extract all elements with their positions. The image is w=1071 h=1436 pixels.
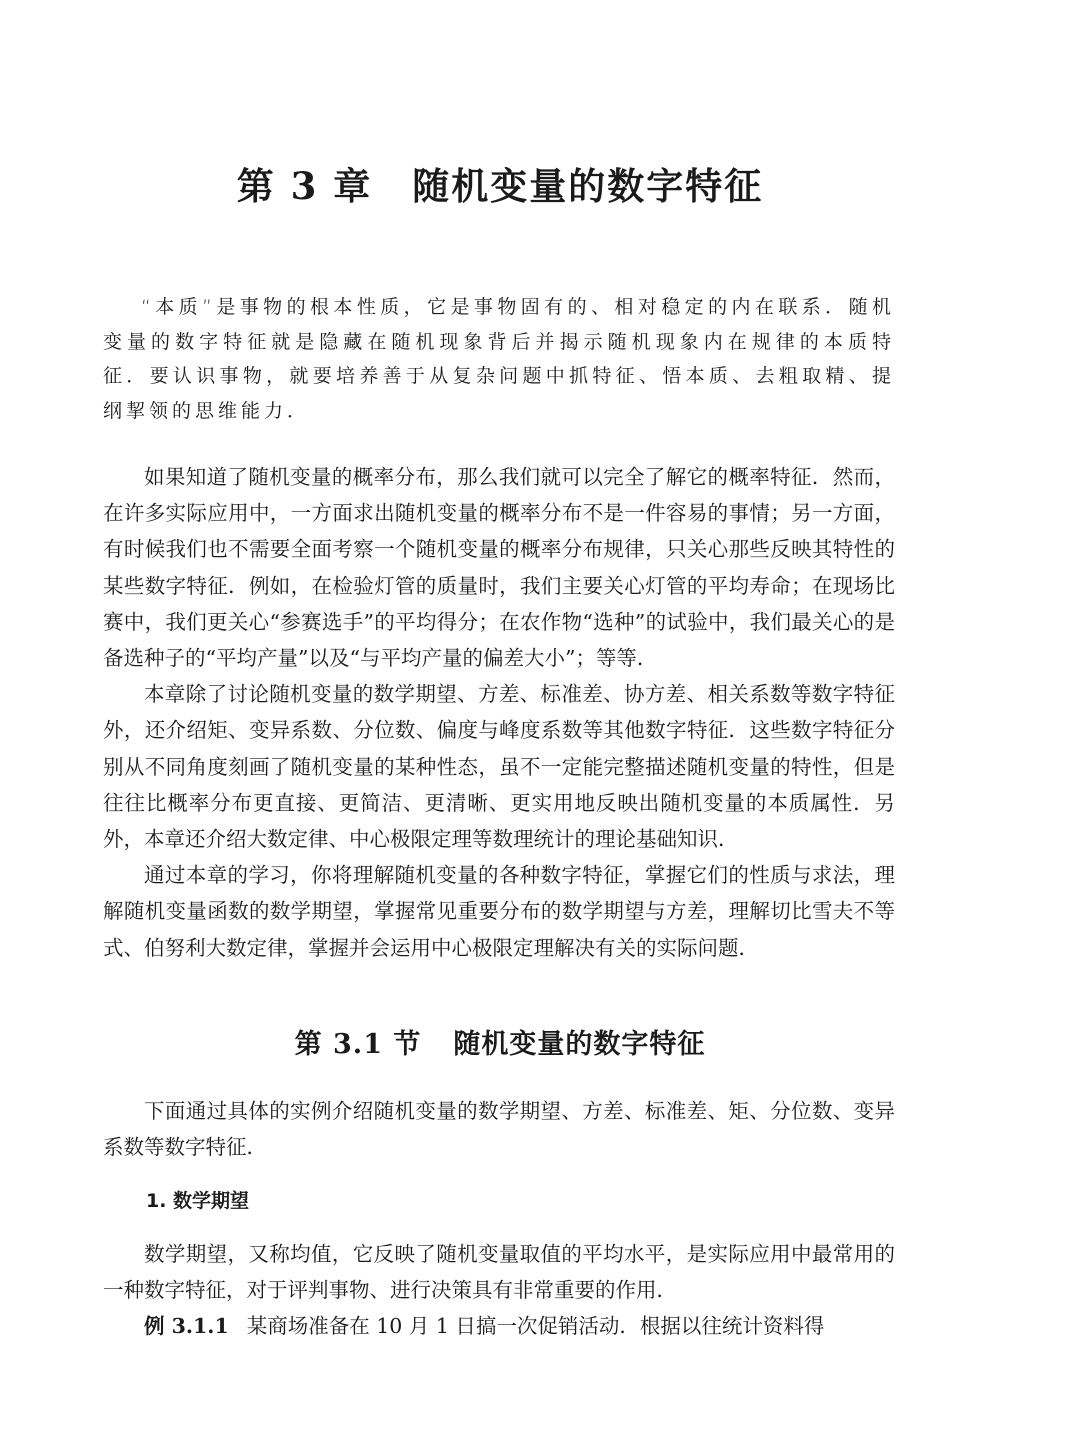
example-label: 例 3.1.1 — [144, 1314, 229, 1338]
chapter-introduction — [103, 459, 895, 966]
example-line — [103, 1308, 895, 1344]
section-intro — [103, 1093, 895, 1165]
subsection-heading: 1. 数学期望 — [146, 1190, 250, 1212]
paragraph: 通过本章的学习，你将理解随机变量的各种数字特征，掌握它们的性质与求法，理解随机变量函数的数学期望，掌握常见重要分布的数学期望与方差，理解切比雪夫不等式、伯努利大数定律，掌握并会运用中心极限定理解决有关的实际问题． — [103, 863, 895, 960]
paragraph: 如果知道了随机变量的概率分布，那么我们就可以完全了解它的概率特征．然而，在许多实际应用中，一方面求出随机变量的概率分布不是一件容易的事情；另一方面，有时候我们也不需要全面考察一个随机变量的概率分布规律，只关心那些反映其特性的某些数字特征．例如，在检验灯管的质量时，我们主要关心灯管的平均寿命；在现场比赛中，我们更关心“参赛选手”的平均得分；在农作物“选种”的试验中，我们最关心的是备选种子的“平均产量”以及“与平均产量的偏差大小”；等等． — [103, 465, 895, 671]
paragraph: 数学期望，又称均值，它反映了随机变量取值的平均水平，是实际应用中最常用的一种数字特征，对于评判事物、进行决策具有非常重要的作用． — [103, 1242, 895, 1303]
section-title-text: 随机变量的数字特征 — [453, 1029, 706, 1060]
example-text: 某商场准备在 10 月 1 日搞一次促销活动．根据以往统计资料得 — [246, 1314, 825, 1338]
chapter-intro-quote: “本质”是事物的根本性质，它是事物固有的、相对稳定的内在联系．随机变量的数字特征就是隐藏在随机现象背后并揭示随机现象内在规律的本质特征．要认识事物，就要培养善于从复杂问题中抓特征、悟本质、去粗取精、提纲挈领的思维能力． — [103, 296, 895, 422]
paragraph: 下面通过具体的实例介绍随机变量的数学期望、方差、标准差、矩、分位数、变异系数等数字特征． — [103, 1099, 895, 1160]
section-title — [0, 1022, 1000, 1061]
chapter-title — [0, 156, 1000, 210]
subsection-text — [103, 1236, 895, 1308]
chapter-number: 第 3 章 — [236, 164, 373, 208]
section-number: 第 3.1 节 — [294, 1029, 422, 1060]
chapter-title-text: 随机变量的数字特征 — [412, 164, 764, 208]
paragraph: 本章除了讨论随机变量的数学期望、方差、标准差、协方差、相关系数等数字特征外，还介绍矩、变异系数、分位数、偏度与峰度系数等其他数字特征．这些数字特征分别从不同角度刻画了随机变量的某种性态，虽不一定能完整描述随机变量的特性，但是往往比概率分布更直接、更简洁、更清晰、更实用地反映出随机变量的本质属性．另外，本章还介绍大数定律、中心极限定理等数理统计的理论基础知识． — [103, 682, 895, 852]
